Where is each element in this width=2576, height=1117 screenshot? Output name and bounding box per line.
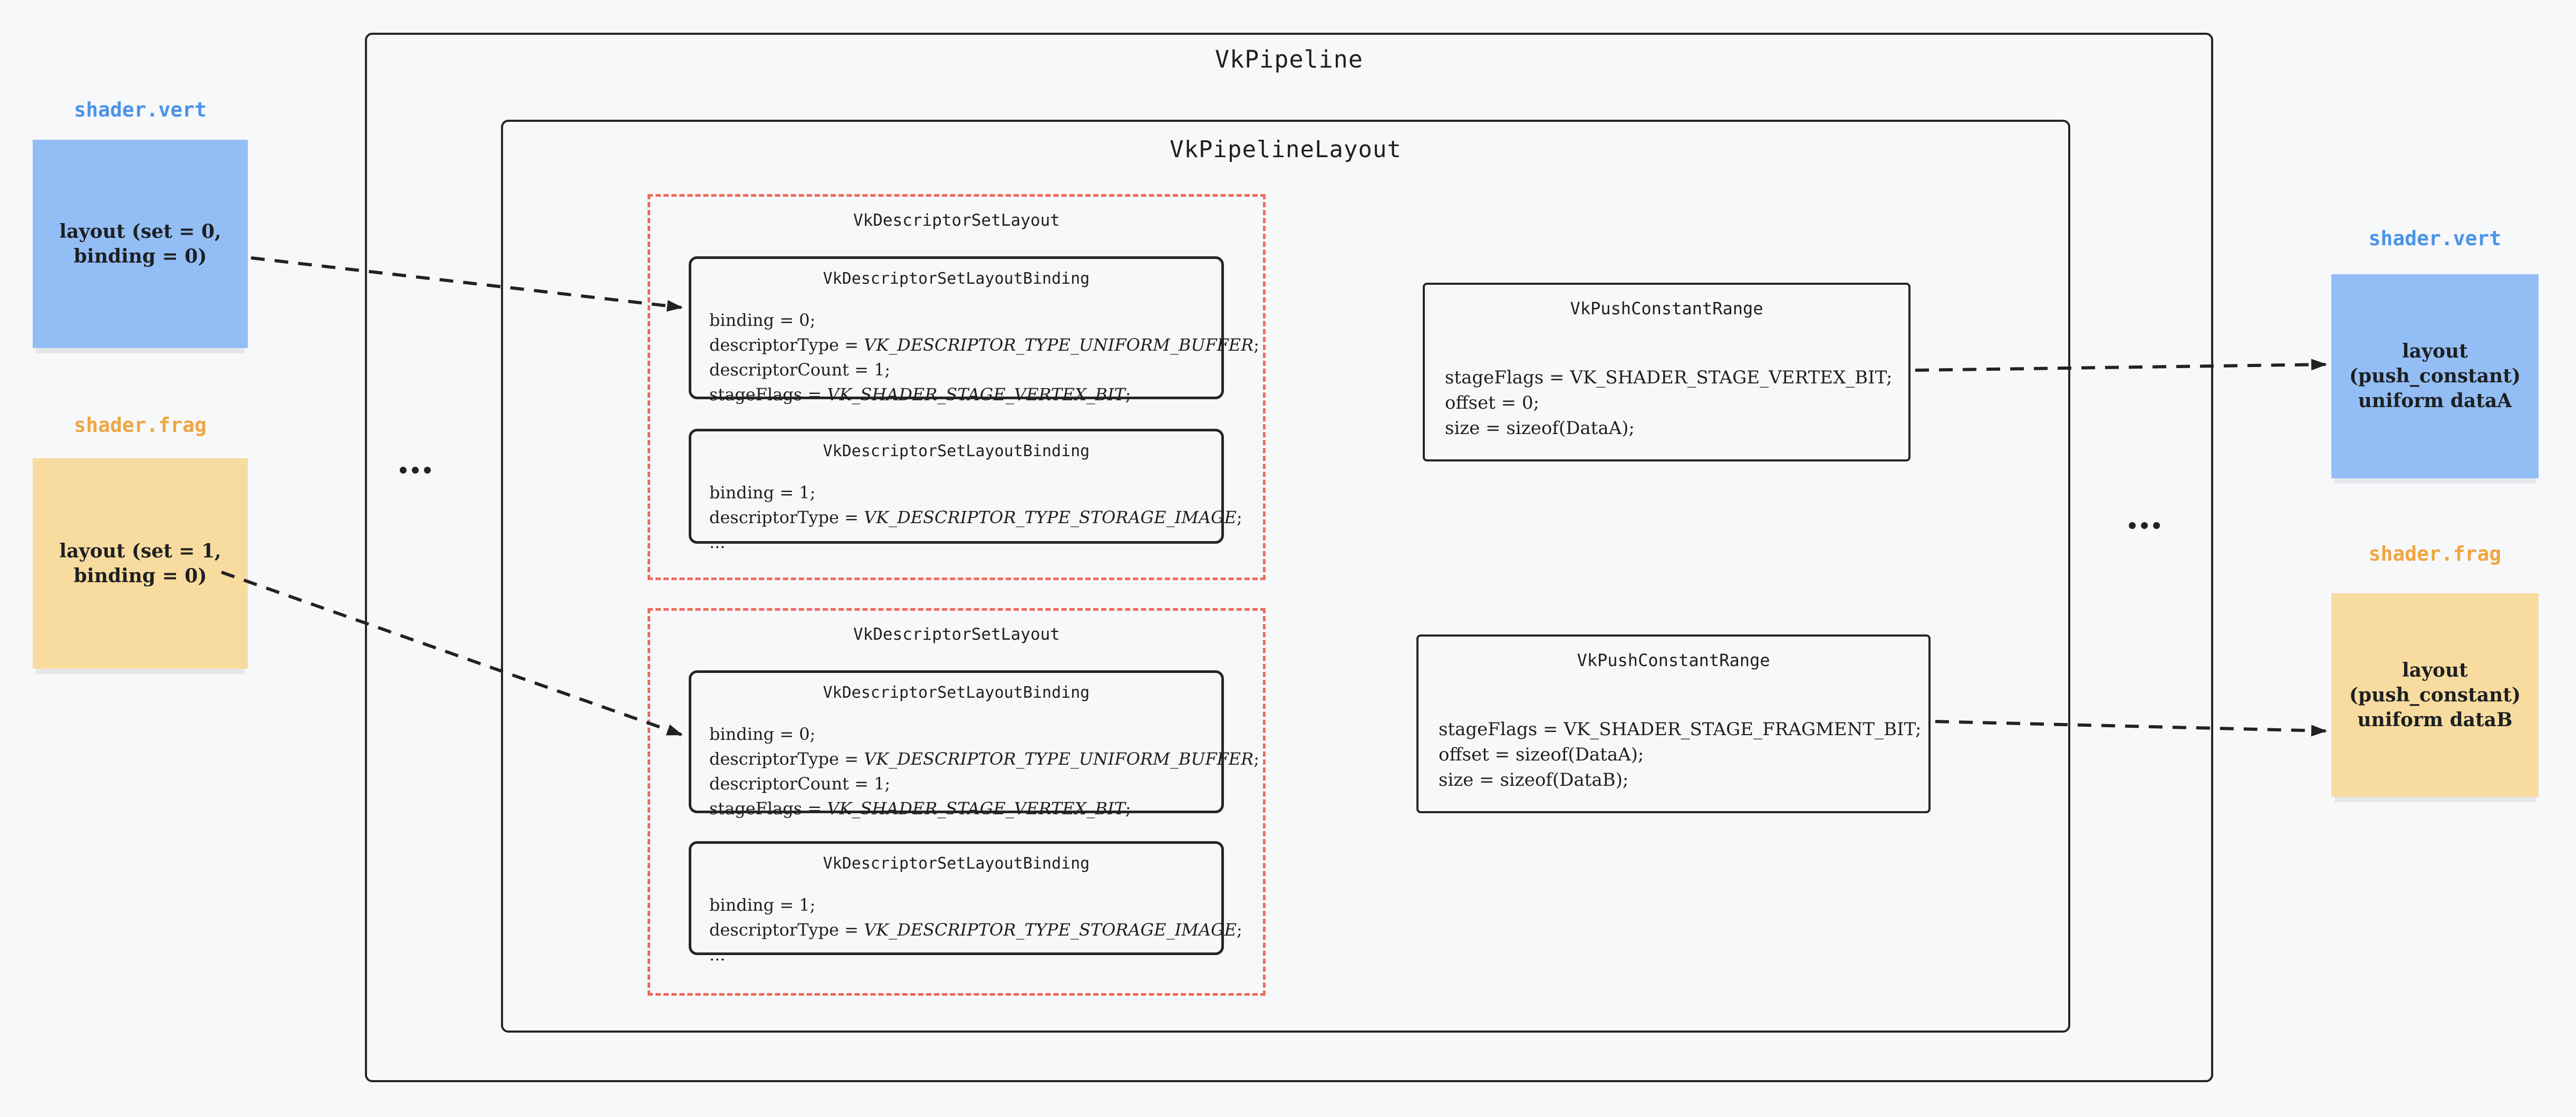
descriptor-set-layout-binding-title: VkDescriptorSetLayoutBinding [823, 683, 1090, 702]
descriptor-set-layout-binding-title: VkDescriptorSetLayoutBinding [823, 442, 1090, 460]
push-constant-range-box-1 [1423, 283, 1911, 461]
push-constant-range-title: VkPushConstantRange [1570, 298, 1763, 319]
shader-frag-card-right: layout (push_constant) uniform dataB [2331, 593, 2539, 797]
ellipsis-left [383, 464, 447, 476]
descriptor-set-layout-binding-box [689, 256, 1259, 405]
shader-vert-label-left: shader.vert [74, 98, 207, 121]
push-constant-range-title: VkPushConstantRange [1577, 650, 1770, 670]
ellipsis-right [2112, 519, 2176, 532]
descriptor-set-layout-title-1: VkDescriptorSetLayout [853, 211, 1060, 230]
descriptor-set-layout-binding-title: VkDescriptorSetLayoutBinding [823, 854, 1090, 873]
shader-vert-card-left: layout (set = 0, binding = 0) [33, 140, 248, 348]
push-constant-range-body: stageFlags = VK_SHADER_STAGE_FRAGMENT_BIT; offset = sizeof(DataA); size = sizeof(DataB); [1439, 719, 1922, 791]
descriptor-set-layout-title-2: VkDescriptorSetLayout [853, 625, 1060, 644]
shader-frag-label-left: shader.frag [74, 413, 207, 437]
descriptor-set-layout-binding-title: VkDescriptorSetLayoutBinding [823, 269, 1090, 288]
shader-vert-card-right: layout (push_constant) uniform dataA [2331, 274, 2539, 478]
shader-vert-label-right: shader.vert [2368, 227, 2502, 250]
descriptor-set-layout-binding-box [689, 429, 1242, 552]
descriptor-set-layout-binding-body: binding = 0; descriptorType = VK_DESCRIPTOR_TYPE_UNIFORM_BUFFER; descriptorCount = 1; stageFlags = VK_SHADER_STAGE_VERTEX_BIT; [709, 310, 1259, 405]
descriptor-set-layout-binding-box [689, 670, 1259, 819]
descriptor-set-layout-binding-body: binding = 0; descriptorType = VK_DESCRIPTOR_TYPE_UNIFORM_BUFFER; descriptorCount = 1; stageFlags = VK_SHADER_STAGE_VERTEX_BIT; [709, 724, 1259, 819]
shader-frag-card-left: layout (set = 1, binding = 0) [33, 458, 248, 669]
vkpipeline-title: VkPipeline [1215, 45, 1363, 73]
shader-frag-label-right: shader.frag [2368, 542, 2502, 565]
descriptor-set-layout-binding-box [689, 841, 1242, 965]
vkpipelinelayout-title: VkPipelineLayout [1170, 136, 1402, 163]
descriptor-set-layout-binding-body: binding = 1; descriptorType = VK_DESCRIPTOR_TYPE_STORAGE_IMAGE; ... [709, 895, 1242, 965]
descriptor-set-layout-binding-body: binding = 1; descriptorType = VK_DESCRIPTOR_TYPE_STORAGE_IMAGE; ... [709, 483, 1242, 552]
push-constant-range-box-2 [1416, 634, 1931, 813]
push-constant-range-body: stageFlags = VK_SHADER_STAGE_VERTEX_BIT; offset = 0; size = sizeof(DataA); [1445, 367, 1893, 439]
